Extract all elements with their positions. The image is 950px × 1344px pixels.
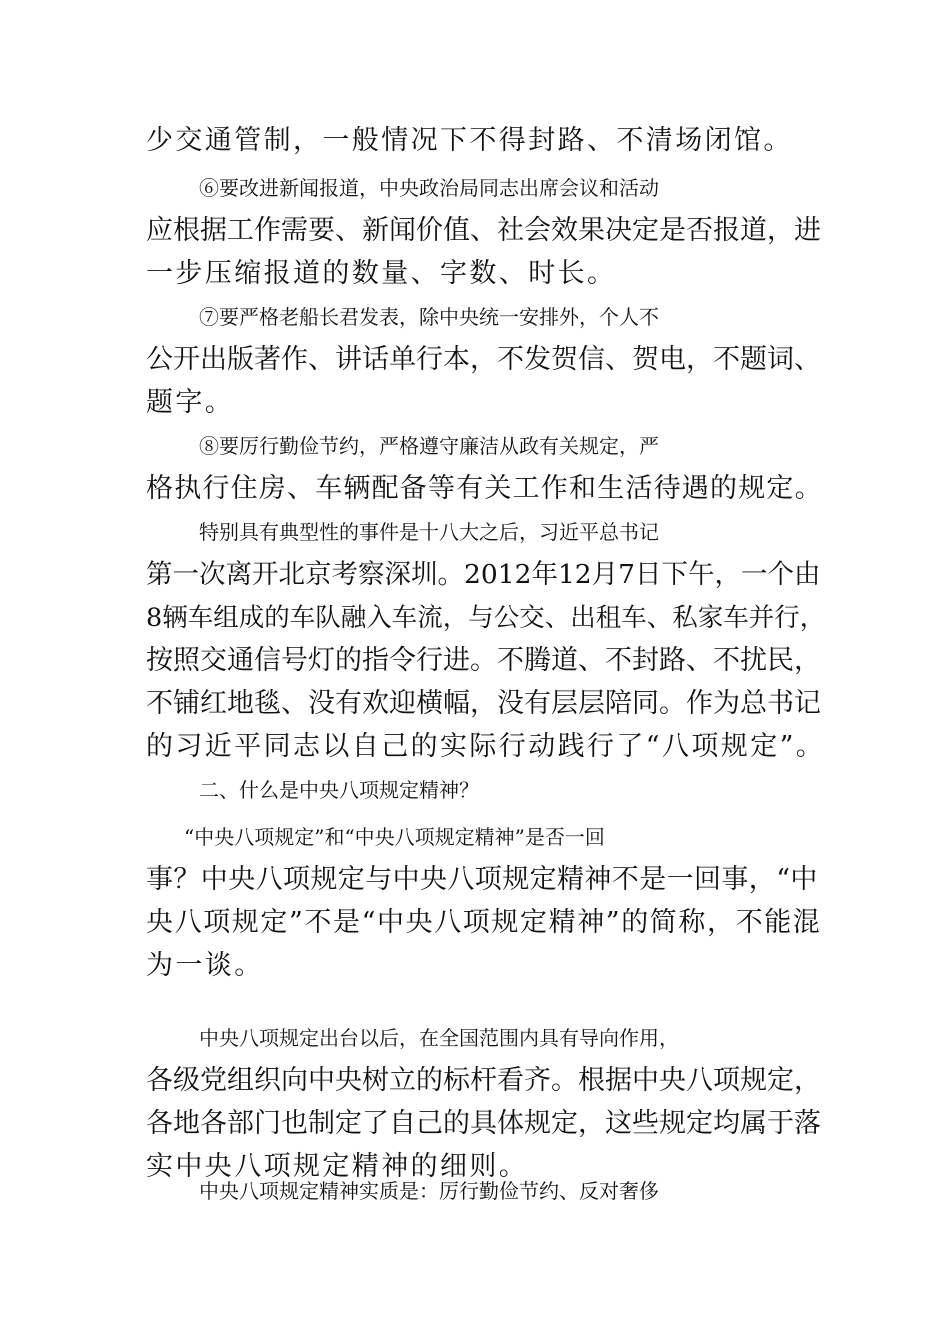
text-line: 按照交通信号灯的指令行进。不腾道、不封路、不扰民，	[146, 645, 821, 676]
text-line: 一步压缩报道的数量、字数、时长。	[146, 258, 617, 289]
text-line: 中央八项规定出台以后，在全国范围内具有导向作用，	[199, 1026, 679, 1050]
text-line: 特别具有典型性的事件是十八大之后，习近平总书记	[199, 520, 659, 544]
text-line: 不铺红地毯、没有欢迎横幅，没有层层陪同。作为总书记	[146, 688, 821, 719]
text-line: 8辆车组成的车队融入车流，与公交、出租车、私家车并行，	[146, 603, 826, 633]
text-line: ⑧要厉行勤俭节约，严格遵守廉洁从政有关规定，严	[199, 434, 659, 458]
text-line: 公开出版著作、讲话单行本，不发贺信、贺电，不题词、	[146, 344, 821, 375]
text-line: 事？中央八项规定与中央八项规定精神不是一回事，“中	[146, 864, 818, 895]
text-line: ⑦要严格老船长君发表，除中央统一安排外，个人不	[199, 305, 659, 329]
text-line: 少交通管制，一般情况下不得封路、不清场闭馆。	[146, 125, 793, 156]
text-line: 中央八项规定精神实质是：厉行勤俭节约、反对奢侈	[199, 1179, 659, 1203]
text-line: 实中央八项规定精神的细则。	[146, 1151, 529, 1182]
text-line: 各级党组织向中央树立的标杆看齐。根据中央八项规定，	[146, 1065, 821, 1096]
text-line: 应根据工作需要、新闻价值、社会效果决定是否报道，进	[146, 215, 821, 246]
text-line: 央八项规定”不是“中央八项规定精神”的简称，不能混	[146, 907, 822, 938]
text-line: 格执行住房、车辆配备等有关工作和生活待遇的规定。	[146, 473, 823, 504]
text-line: “中央八项规定”和“中央八项规定精神”是否一回	[184, 825, 605, 849]
text-line: 为一谈。	[146, 950, 264, 981]
section-heading: 二、什么是中央八项规定精神？	[199, 778, 479, 802]
text-line: ⑥要改进新闻报道，中央政治局同志出席会议和活动	[199, 176, 659, 200]
text-line: 第一次离开北京考察深圳。2012年12月7日下午，一个由	[146, 559, 821, 590]
text-line: 的习近平同志以自己的实际行动践行了“八项规定”。	[146, 731, 826, 762]
text-line: 题字。	[146, 387, 235, 418]
text-line: 各地各部门也制定了自己的具体规定，这些规定均属于落	[146, 1108, 821, 1139]
